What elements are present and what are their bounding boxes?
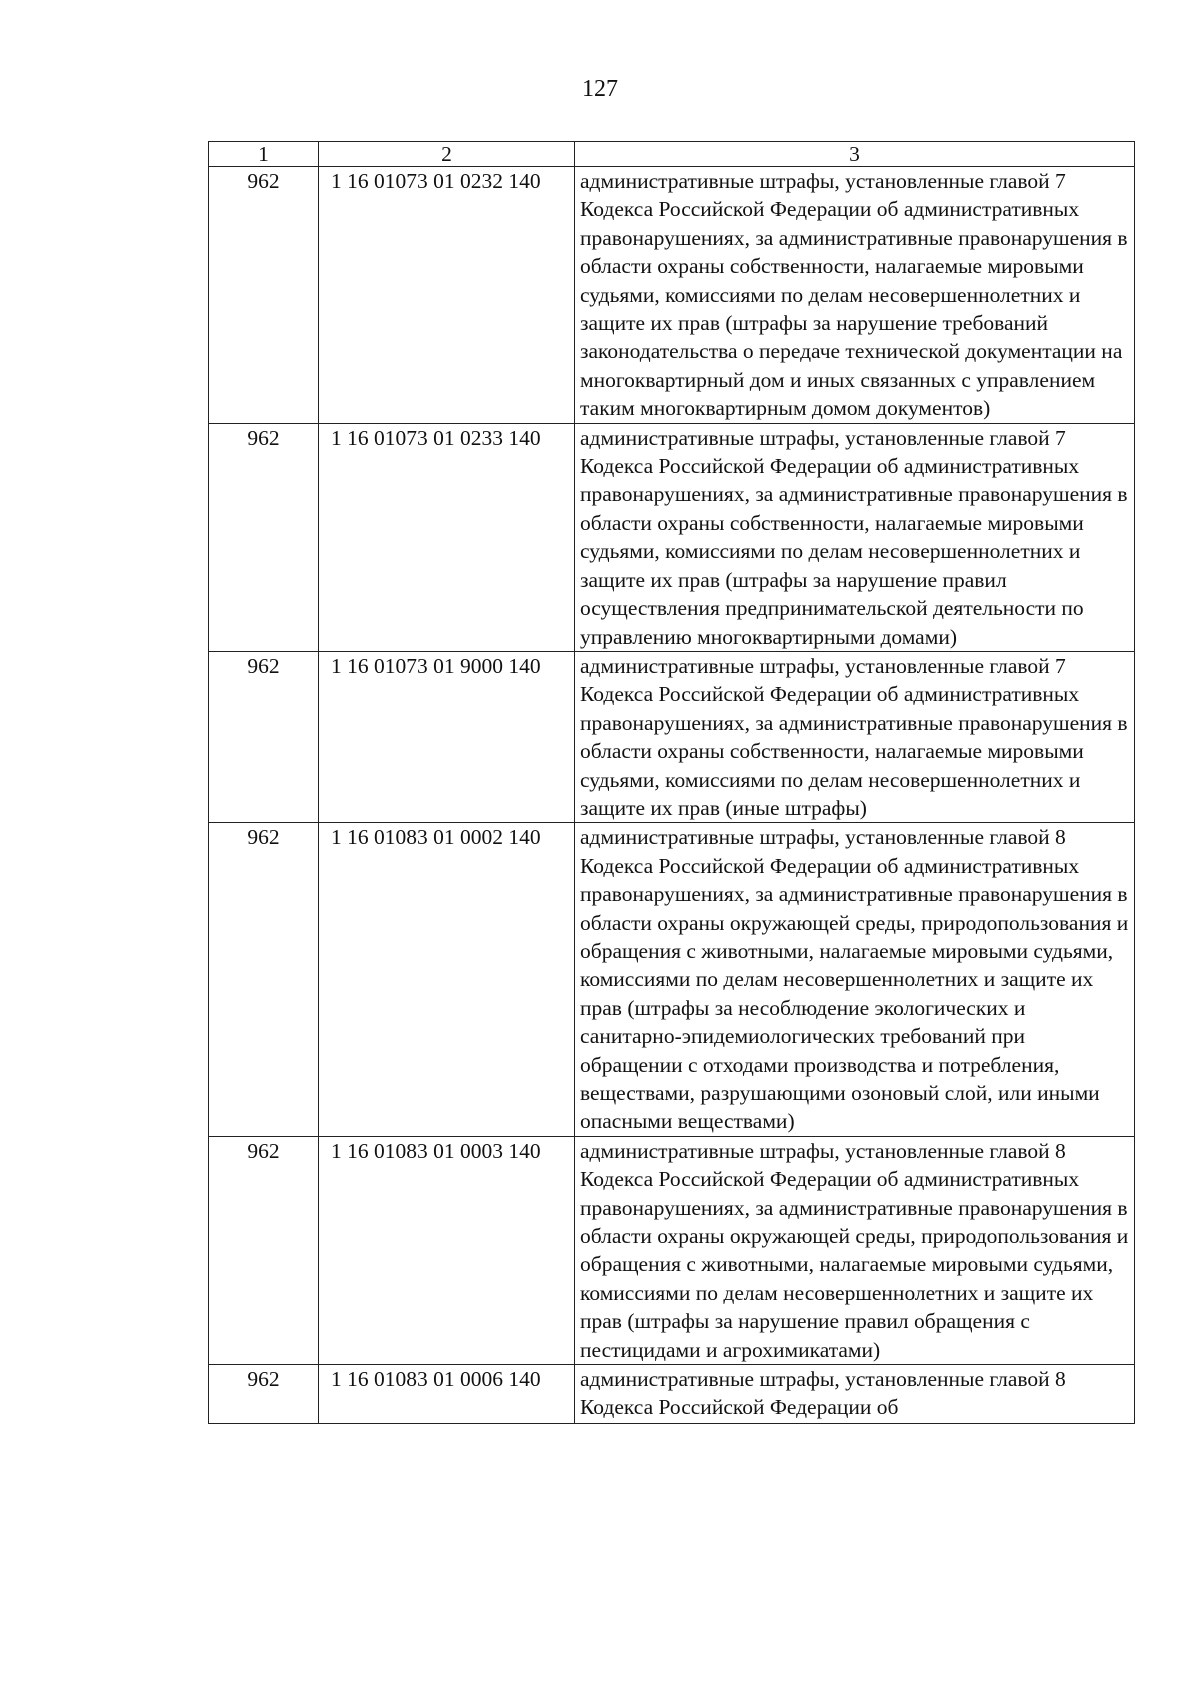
admin-code-cell: 962 <box>209 1136 319 1364</box>
kbk-code-cell: 1 16 01083 01 0003 140 <box>319 1136 575 1364</box>
table-header-row <box>209 142 1135 167</box>
page-number: 127 <box>582 76 618 102</box>
description-cell: административные штрафы, установленные главой 8 Кодекса Российской Федерации об <box>575 1365 1135 1424</box>
admin-code-cell: 962 <box>209 423 319 651</box>
description-cell: административные штрафы, установленные главой 7 Кодекса Российской Федерации об административных правонарушениях, за административные правонарушения в области охраны собственности, налагаемые мировыми судьями, комиссиями по делам несовершеннолетних и защите их прав (иные штрафы) <box>575 651 1135 822</box>
description-cell: административные штрафы, установленные главой 7 Кодекса Российской Федерации об административных правонарушениях, за административные правонарушения в области охраны собственности, налагаемые мировыми судьями, комиссиями по делам несовершеннолетних и защите их прав (штрафы за нарушение требований законодательства о передаче технической документации на многоквартирный дом и иных связанных с управлением таким многоквартирным домом документов) <box>575 167 1135 424</box>
description-cell: административные штрафы, установленные главой 7 Кодекса Российской Федерации об административных правонарушениях, за административные правонарушения в области охраны собственности, налагаемые мировыми судьями, комиссиями по делам несовершеннолетних и защите их прав (штрафы за нарушение правил осуществления предпринимательской деятельности по управлению многоквартирными домами) <box>575 423 1135 651</box>
description-cell: административные штрафы, установленные главой 8 Кодекса Российской Федерации об административных правонарушениях, за административные правонарушения в области охраны окружающей среды, природопользования и обращения с животными, налагаемые мировыми судьями, комиссиями по делам несовершеннолетних и защите их прав (штрафы за нарушение правил обращения с пестицидами и агрохимикатами) <box>575 1136 1135 1364</box>
column-header-1: 1 <box>209 142 319 167</box>
column-header-3: 3 <box>575 142 1135 167</box>
table-row <box>209 167 1135 424</box>
table-row <box>209 823 1135 1136</box>
admin-code-cell: 962 <box>209 823 319 1136</box>
table-row <box>209 423 1135 651</box>
column-header-2: 2 <box>319 142 575 167</box>
kbk-code-cell: 1 16 01083 01 0002 140 <box>319 823 575 1136</box>
kbk-code-cell: 1 16 01073 01 9000 140 <box>319 651 575 822</box>
admin-code-cell: 962 <box>209 167 319 424</box>
table-row <box>209 651 1135 822</box>
table-row <box>209 1365 1135 1424</box>
table-row <box>209 1136 1135 1364</box>
description-cell: административные штрафы, установленные главой 8 Кодекса Российской Федерации об административных правонарушениях, за административные правонарушения в области охраны окружающей среды, природопользования и обращения с животными, налагаемые мировыми судьями, комиссиями по делам несовершеннолетних и защите их прав (штрафы за несоблюдение экологических и санитарно-эпидемиологических требований при обращении с отходами производства и потребления, веществами, разрушающими озоновый слой, или иными опасными веществами) <box>575 823 1135 1136</box>
kbk-code-cell: 1 16 01073 01 0233 140 <box>319 423 575 651</box>
admin-code-cell: 962 <box>209 651 319 822</box>
budget-codes-table <box>208 141 1135 1424</box>
kbk-code-cell: 1 16 01073 01 0232 140 <box>319 167 575 424</box>
admin-code-cell: 962 <box>209 1365 319 1424</box>
kbk-code-cell: 1 16 01083 01 0006 140 <box>319 1365 575 1424</box>
